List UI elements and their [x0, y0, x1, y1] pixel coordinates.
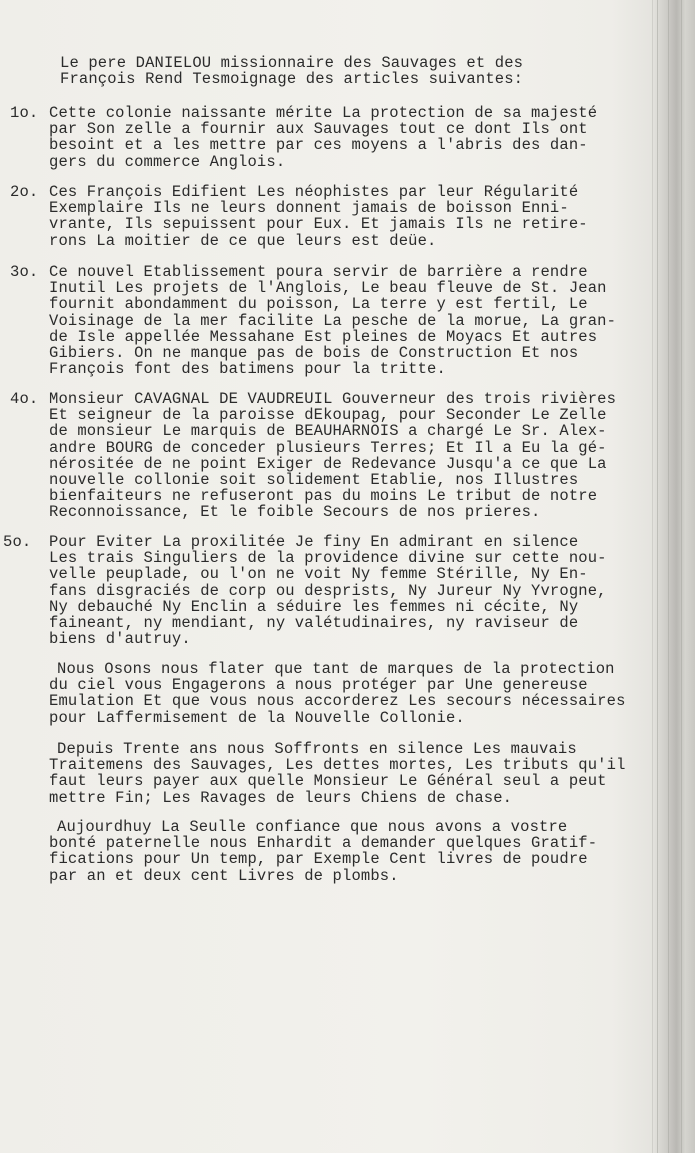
text-line: du ciel vous Engagerons a nous protéger par Une genereuse: [49, 676, 588, 695]
text-line: faut leurs payer aux quelle Monsieur Le Général seul a peut: [49, 772, 607, 791]
text-line: Le pere DANIELOU missionnaire des Sauvages et des: [60, 54, 524, 72]
text-line: Emulation Et que vous nous accorderez Les secours nécessaires: [49, 692, 626, 711]
article-body: [49, 391, 639, 521]
text-line: Exemplaire Ils ne leurs donnent jamais de boisson Enni-: [49, 199, 569, 218]
body-paragraph-3: [49, 819, 639, 884]
body-paragraph-2: [49, 741, 639, 806]
text-line: de monsieur Le marquis de BEAUHARNOIS a chargé Le Sr. Alex-: [49, 422, 607, 441]
text-line: Ces François Edifient Les néophistes par leur Régularité: [49, 183, 579, 201]
text-line: Gibiers. On ne manque pas de bois de Construction Et nos: [49, 343, 579, 362]
text-line: velle peuplade, ou l'on ne voit Ny femme Stérille, Ny En-: [49, 565, 588, 584]
text-line: andre BOURG de conceder plusieurs Terres; Et Il a Eu la gé-: [49, 438, 607, 457]
text-line: Traitemens des Sauvages, Les dettes mortes, Les tributs qu'il: [49, 756, 626, 775]
article-number: 3o.: [10, 263, 39, 281]
article-number: 5o.: [3, 533, 32, 551]
page-edge-line: [657, 0, 658, 1153]
article-body: [49, 534, 639, 647]
text-line: Inutil Les projets de l'Anglois, Le beau fleuve de St. Jean: [49, 279, 607, 298]
text-line: Reconnoissance, Et le foible Secours de nos prieres.: [49, 503, 541, 522]
text-line: de Isle appellée Messahane Est pleines de Moyacs Et autres: [49, 327, 598, 346]
text-line: François font des batimens pour la tritte.: [49, 360, 446, 379]
text-line: Cette colonie naissante mérite La protection de sa majesté: [49, 104, 598, 122]
article-number: 2o.: [10, 183, 39, 201]
text-line: faineant, ny mendiant, ny valétudinaires, ny raviseur de: [49, 613, 579, 632]
text-line: Voisinage de la mer facilite La pesche de la morue, La gran-: [49, 311, 617, 330]
text-line: Ce nouvel Etablissement poura servir de barrière a rendre: [49, 263, 588, 281]
body-paragraph-1: [49, 661, 639, 726]
intro-paragraph: [60, 55, 620, 87]
article-body: [49, 264, 639, 377]
text-line: gers du commerce Anglois.: [49, 152, 286, 171]
text-line: besoint et a les mettre par ces moyens a l'abris des dan-: [49, 136, 588, 155]
text-line: nouvelle collonie soit solidement Etablie, nos Illustres: [49, 470, 579, 489]
text-line: bienfaiteurs ne refuseront pas du moins Le tribut de notre: [49, 487, 598, 506]
article-number: 4o.: [10, 390, 39, 408]
text-line: par Son zelle a fournir aux Sauvages tout ce dont Ils ont: [49, 120, 588, 139]
article-body: [49, 184, 639, 249]
text-line: François Rend Tesmoignage des articles suivantes:: [60, 70, 524, 89]
text-line: fans disgraciés de corp ou desprists, Ny Jureur Ny Yvrogne,: [49, 581, 607, 600]
page-binding-edge: [652, 0, 695, 1153]
article-body: [49, 105, 639, 170]
text-line: nérositée de ne point Exiger de Redevance Jusqu'a ce que La: [49, 454, 607, 473]
text-line: bonté paternelle nous Enhardit a demander quelques Gratif-: [49, 834, 598, 853]
text-line: fournit abondamment du poisson, La terre y est fertil, Le: [49, 295, 588, 314]
text-line: Les trais Singuliers de la providence divine sur cette nou-: [49, 549, 607, 568]
text-line: Aujourdhuy La Seulle confiance que nous avons a vostre: [57, 818, 568, 836]
text-line: Pour Eviter La proxilitée Je finy En admirant en silence: [49, 533, 579, 551]
text-line: pour Laffermisement de la Nouvelle Collonie.: [49, 708, 465, 727]
text-line: Monsieur CAVAGNAL DE VAUDREUIL Gouverneur des trois rivières: [49, 390, 617, 408]
page-edge-line: [668, 0, 669, 1153]
text-line: vrante, Ils sepuissent pour Eux. Et jamais Ils ne retire-: [49, 215, 588, 234]
text-line: par an et deux cent Livres de plombs.: [49, 866, 399, 885]
text-line: Ny debauché Ny Enclin a séduire les femmes ni cécite, Ny: [49, 597, 579, 616]
text-line: Et seigneur de la paroisse dEkoupag, pour Seconder Le Zelle: [49, 406, 607, 425]
text-line: mettre Fin; Les Ravages de leurs Chiens de chase.: [49, 788, 513, 807]
text-line: Nous Osons nous flater que tant de marques de la protection: [57, 660, 615, 678]
text-line: Depuis Trente ans nous Soffronts en silence Les mauvais: [57, 740, 577, 758]
text-line: biens d'autruy.: [49, 630, 191, 649]
text-line: fications pour Un temp, par Exemple Cent livres de poudre: [49, 850, 588, 869]
text-line: rons La moitier de ce que leurs est deüe.: [49, 231, 437, 250]
article-number: 1o.: [10, 104, 39, 122]
page-edge-line: [681, 0, 682, 1153]
